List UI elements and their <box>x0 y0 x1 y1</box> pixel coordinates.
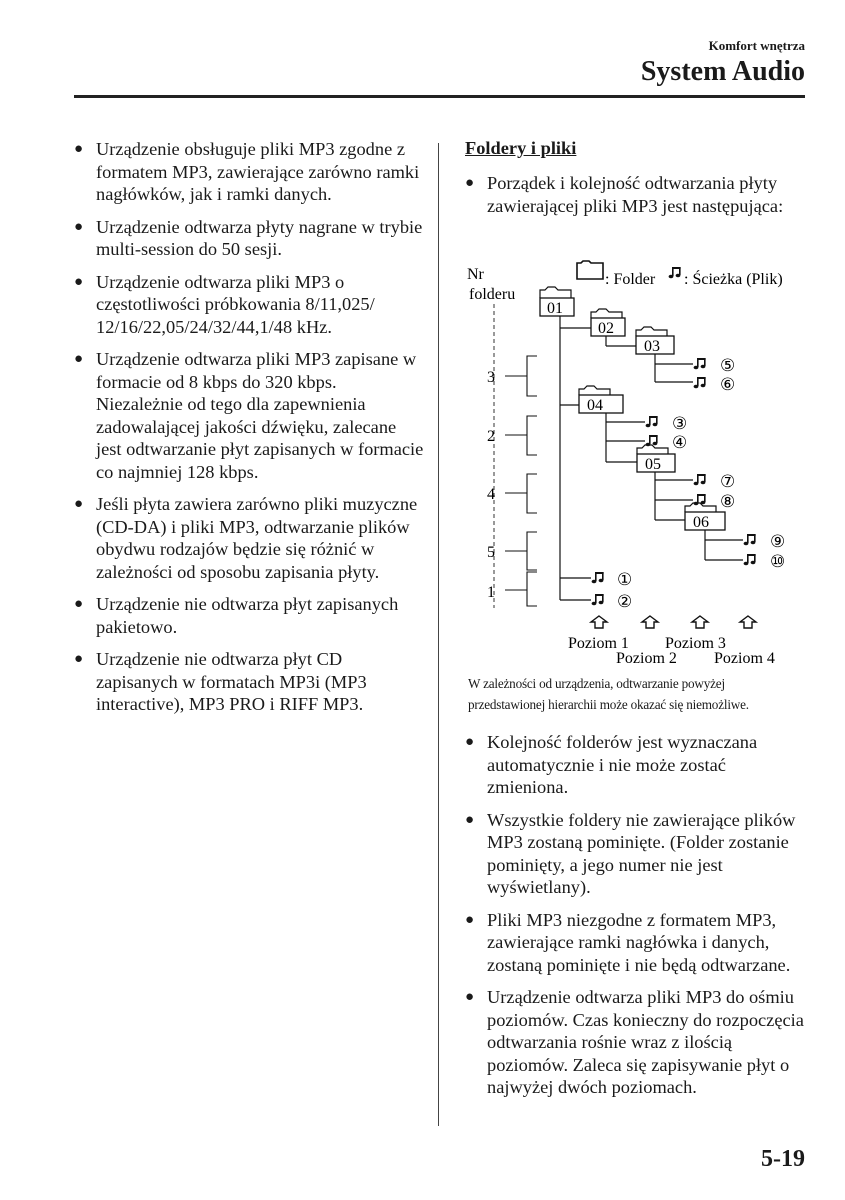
list-item <box>465 909 810 977</box>
up-arrow-icon <box>692 616 708 628</box>
list-item <box>74 348 426 483</box>
list-item <box>74 648 426 716</box>
folder-order-number: 3 <box>487 369 495 386</box>
bullet-icon: ● <box>74 273 84 290</box>
level-label: Poziom 2 <box>616 650 677 667</box>
page-number: 5-19 <box>761 1146 805 1172</box>
list-item-text: Urządzenie obsługuje pliki MP3 zgodne z formatem MP3, zawierające zarówno ramki nagłówków, jak i ramki danych. <box>96 139 420 204</box>
folder-number-label: Nr <box>467 266 484 283</box>
bullet-icon: ● <box>465 989 475 1005</box>
legend-folder-label: : Folder <box>605 271 656 288</box>
right-column-intro <box>465 172 810 227</box>
left-column <box>74 138 426 726</box>
bullet-icon: ● <box>74 651 84 667</box>
list-item-text: Urządzenie nie odtwarza płyt CD zapisanych w formatach MP3i (MP3 interactive), MP3 PRO i RIFF MP3. <box>96 649 367 714</box>
list-item <box>74 138 426 206</box>
bullet-icon: ● <box>465 734 475 750</box>
music-note-icon <box>744 554 756 565</box>
track-number: ⑦ <box>720 472 736 491</box>
level-label: Poziom 4 <box>714 650 775 667</box>
music-note-icon <box>592 594 604 605</box>
track-number: ③ <box>672 414 688 433</box>
bullet-icon: ● <box>74 351 84 367</box>
list-item-text: Wszystkie foldery nie zawierające plików MP3 zostaną pominięte. (Folder zostanie pominięty, a jego numer nie jest wyświetlany). <box>487 809 796 897</box>
track-number: ⑥ <box>720 375 736 394</box>
column-divider <box>438 143 439 1126</box>
track-number: ① <box>617 570 633 589</box>
left-bullet-list <box>74 138 426 716</box>
page-title: System Audio <box>640 56 805 87</box>
track-number: ⑨ <box>770 532 786 551</box>
bullet-icon: ● <box>74 496 84 512</box>
bullet-icon: ● <box>74 141 84 157</box>
up-arrow-icon <box>642 616 658 628</box>
list-item-text: Jeśli płyta zawiera zarówno pliki muzyczne (CD-DA) i pliki MP3, odtwarzanie plików obydwu rodzajów będzie się różnić w zależności od sposobu zapisania płyty. <box>96 494 418 582</box>
list-item <box>465 809 810 899</box>
list-item <box>74 216 426 261</box>
level-label: Poziom 3 <box>665 635 726 652</box>
bullet-icon: ● <box>465 811 475 828</box>
diagram-caption <box>468 673 813 715</box>
list-item-text: Urządzenie odtwarza pliki MP3 o częstotliwości próbkowania 8/11,025/ 12/16/22,05/24/32/44,1/48 kHz. <box>96 271 375 337</box>
svg-text:06: 06 <box>693 514 709 531</box>
right-column-notes <box>465 731 810 1109</box>
notes-bullet-list <box>465 731 810 1099</box>
legend-track-label: : Ścieżka (Plik) <box>684 271 783 288</box>
svg-text:04: 04 <box>587 397 603 414</box>
list-item <box>465 986 810 1099</box>
list-item-text: Urządzenie odtwarza płyty nagrane w trybie multi-session do 50 sesji. <box>96 216 423 259</box>
music-note-icon <box>744 534 756 545</box>
bullet-icon: ● <box>465 911 475 928</box>
music-note-icon <box>694 358 706 369</box>
track-number: ④ <box>672 433 688 452</box>
track-number: ⑤ <box>720 356 736 375</box>
list-item <box>74 271 426 339</box>
bullet-icon: ● <box>74 218 84 235</box>
folder-06 <box>685 503 725 531</box>
folder-icon <box>577 261 603 279</box>
track-number: ② <box>617 592 633 611</box>
section-heading: Foldery i pliki <box>465 138 577 158</box>
folder-04 <box>579 386 623 414</box>
folder-order-number: 1 <box>487 584 495 601</box>
music-note-icon <box>694 494 706 505</box>
folder-01 <box>540 287 574 317</box>
music-note-icon <box>592 572 604 583</box>
list-item <box>465 731 810 799</box>
folder-hierarchy-diagram <box>455 250 815 670</box>
level-label: Poziom 1 <box>568 635 629 652</box>
list-item-text: Kolejność folderów jest wyznaczana automatycznie i nie może zostać zmieniona. <box>487 732 758 797</box>
track-number: ⑩ <box>770 552 786 571</box>
list-item <box>74 493 426 583</box>
up-arrow-icon <box>740 616 756 628</box>
header-rule <box>74 95 805 98</box>
bullet-icon: ● <box>74 596 84 612</box>
folder-brackets <box>505 356 537 606</box>
list-item-text: Urządzenie odtwarza pliki MP3 zapisane w formacie od 8 kbps do 320 kbps. Niezależnie od tego dla zapewnienia zadowalającej jakości dźwięku, zalecane jest odtwarzanie płyt zapisanych w formacie co najmniej 128 kbps. <box>96 349 424 482</box>
list-item-text: Urządzenie nie odtwarza płyt zapisanych pakietowo. <box>96 594 399 637</box>
svg-text:01: 01 <box>547 300 563 317</box>
folder-03 <box>636 327 674 355</box>
list-item <box>74 593 426 638</box>
folder-05 <box>637 445 675 473</box>
up-arrow-icon <box>591 616 607 628</box>
header-section-label: Komfort wnętrza <box>708 38 805 53</box>
caption-line: przedstawionej hierarchii może okazać się niemożliwe. <box>468 697 749 712</box>
folder-order-number: 2 <box>487 428 495 445</box>
music-note-icon <box>669 267 681 278</box>
list-item-text: Porządek i kolejność odtwarzania płyty zawierającej pliki MP3 jest następująca: <box>487 173 784 216</box>
caption-line: W zależności od urządzenia, odtwarzanie powyżej <box>468 676 725 691</box>
music-note-icon <box>646 416 658 427</box>
music-note-icon <box>694 377 706 388</box>
list-item-text: Urządzenie odtwarza pliki MP3 do ośmiu poziomów. Czas konieczny do rozpoczęcia odtwarzania rośnie wraz z ilością poziomów. Zaleca się zapisywanie płyt o najwyżej dwóch poziomach. <box>487 987 804 1097</box>
svg-text:05: 05 <box>645 456 661 473</box>
folder-number-label: folderu <box>469 286 516 303</box>
music-note-icon <box>694 474 706 485</box>
svg-text:02: 02 <box>598 320 614 337</box>
svg-text:03: 03 <box>644 338 660 355</box>
folder-02 <box>591 309 625 337</box>
folder-order-number: 4 <box>487 486 495 503</box>
bullet-icon: ● <box>465 175 475 191</box>
track-number: ⑧ <box>720 492 736 511</box>
list-item-text: Pliki MP3 niezgodne z formatem MP3, zawierające ramki nagłówka i danych, zostaną pominięte i nie będą odtwarzane. <box>487 909 791 975</box>
intro-bullet-list <box>465 172 810 217</box>
folder-order-number: 5 <box>487 544 495 561</box>
list-item <box>465 172 810 217</box>
